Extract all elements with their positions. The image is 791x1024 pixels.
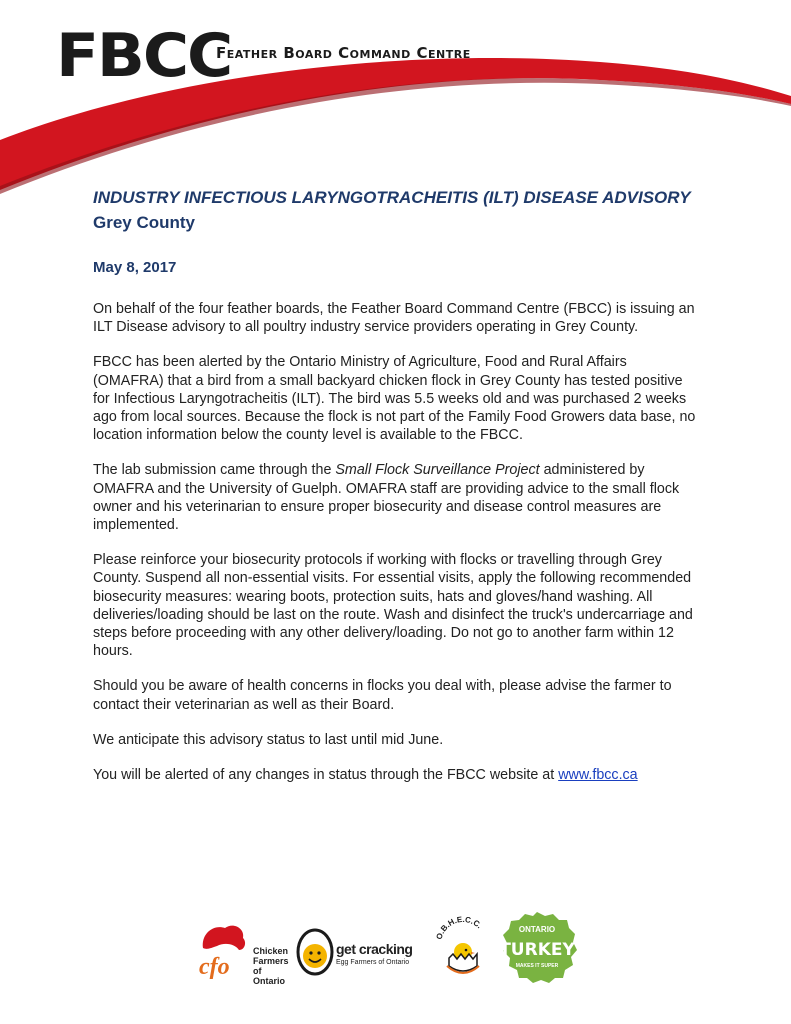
egg-farmers-name: Egg Farmers of Ontario [336, 959, 410, 966]
egg-farmers-logo [295, 922, 430, 982]
fbcc-website-link[interactable]: www.fbcc.ca [558, 767, 638, 784]
paragraph-health-concerns: Should you be aware of health concerns in flocks you deal with, please advise the farmer to contact their veterinarian as well as their Board. [93, 678, 672, 713]
paragraph-lab-submission: The lab submission came through the Small Flock Surveillance Project administered by OMAFRA and the University of Guelph. OMAFRA staff are providing advice to the small flock owner and his veterinarian to ensure proper biosecurity and disease control measures are implemented. [93, 462, 680, 534]
egg-slogan: get cracking [336, 941, 413, 957]
svg-text:cfo: cfo [199, 954, 230, 980]
paragraph-website: You will be alerted of any changes in status through the FBCC website at www.fbcc.ca [93, 767, 638, 784]
obhecc-logo [433, 910, 493, 980]
cfo-name-line2: Farmers [253, 956, 289, 966]
svg-text:MAKES IT SUPER: MAKES IT SUPER [515, 963, 559, 969]
paragraph-duration: We anticipate this advisory status to last until mid June. [93, 731, 444, 748]
paragraph-alert: FBCC has been alerted by the Ontario Ministry of Agriculture, Food and Rural Affairs (OMAFRA) that a bird from a small backyard chicken flock in Grey County has tested positive for Infectious Laryngotracheitis (ILT). The bird was 5.5 weeks old and was purchased 2 weeks ago from local sources. Because the flock is not part of the Family Food Growers data base, no location information below the county level is available to the FBCC. [93, 354, 696, 444]
project-name: Small Flock Surveillance Project [335, 462, 540, 479]
turkey-badge-icon [495, 910, 580, 984]
advisory-body [93, 300, 698, 801]
paragraph-intro: On behalf of the four feather boards, the Feather Board Command Centre (FBCC) is issuing an ILT Disease advisory to all poultry industry service providers operating in Grey County. [93, 301, 695, 336]
advisory-title: INDUSTRY INFECTIOUS LARYNGOTRACHEITIS (ILT) DISEASE ADVISORY [93, 188, 691, 207]
ontario-turkey-logo [495, 910, 580, 984]
fbcc-logo: FBCC [56, 21, 232, 91]
partner-logos [195, 910, 585, 990]
cfo-name-line1: Chicken [253, 946, 289, 956]
cfo-emblem-icon [195, 920, 250, 980]
egg-icon [295, 924, 335, 976]
svg-text:O.B.H.E.C.C.: O.B.H.E.C.C. [434, 914, 484, 941]
advisory-region: Grey County [93, 213, 196, 232]
cfo-name-line3: of Ontario [253, 966, 286, 986]
paragraph-biosecurity: Please reinforce your biosecurity protocols if working with flocks or travelling through Grey County. Suspend all non-essential visits. For essential visits, apply the following recommended biosecurity measures: wearing boots, protection suits, hats and gloves/hand washing. All deliveries/loading should be last on the route. Wash and disinfect the truck's undercarriage and steps before proceeding with any other delivery/loading. Do not go to another farm within 12 hours. [93, 552, 693, 660]
advisory-date: May 8, 2017 [93, 259, 177, 276]
fbcc-logo-name: Feather Board Command Centre [216, 44, 471, 62]
svg-text:ONTARIO: ONTARIO [518, 925, 556, 934]
svg-text:TURKEY: TURKEY [499, 940, 575, 960]
chick-in-egg-icon [433, 910, 493, 980]
cfo-logo [195, 920, 295, 986]
